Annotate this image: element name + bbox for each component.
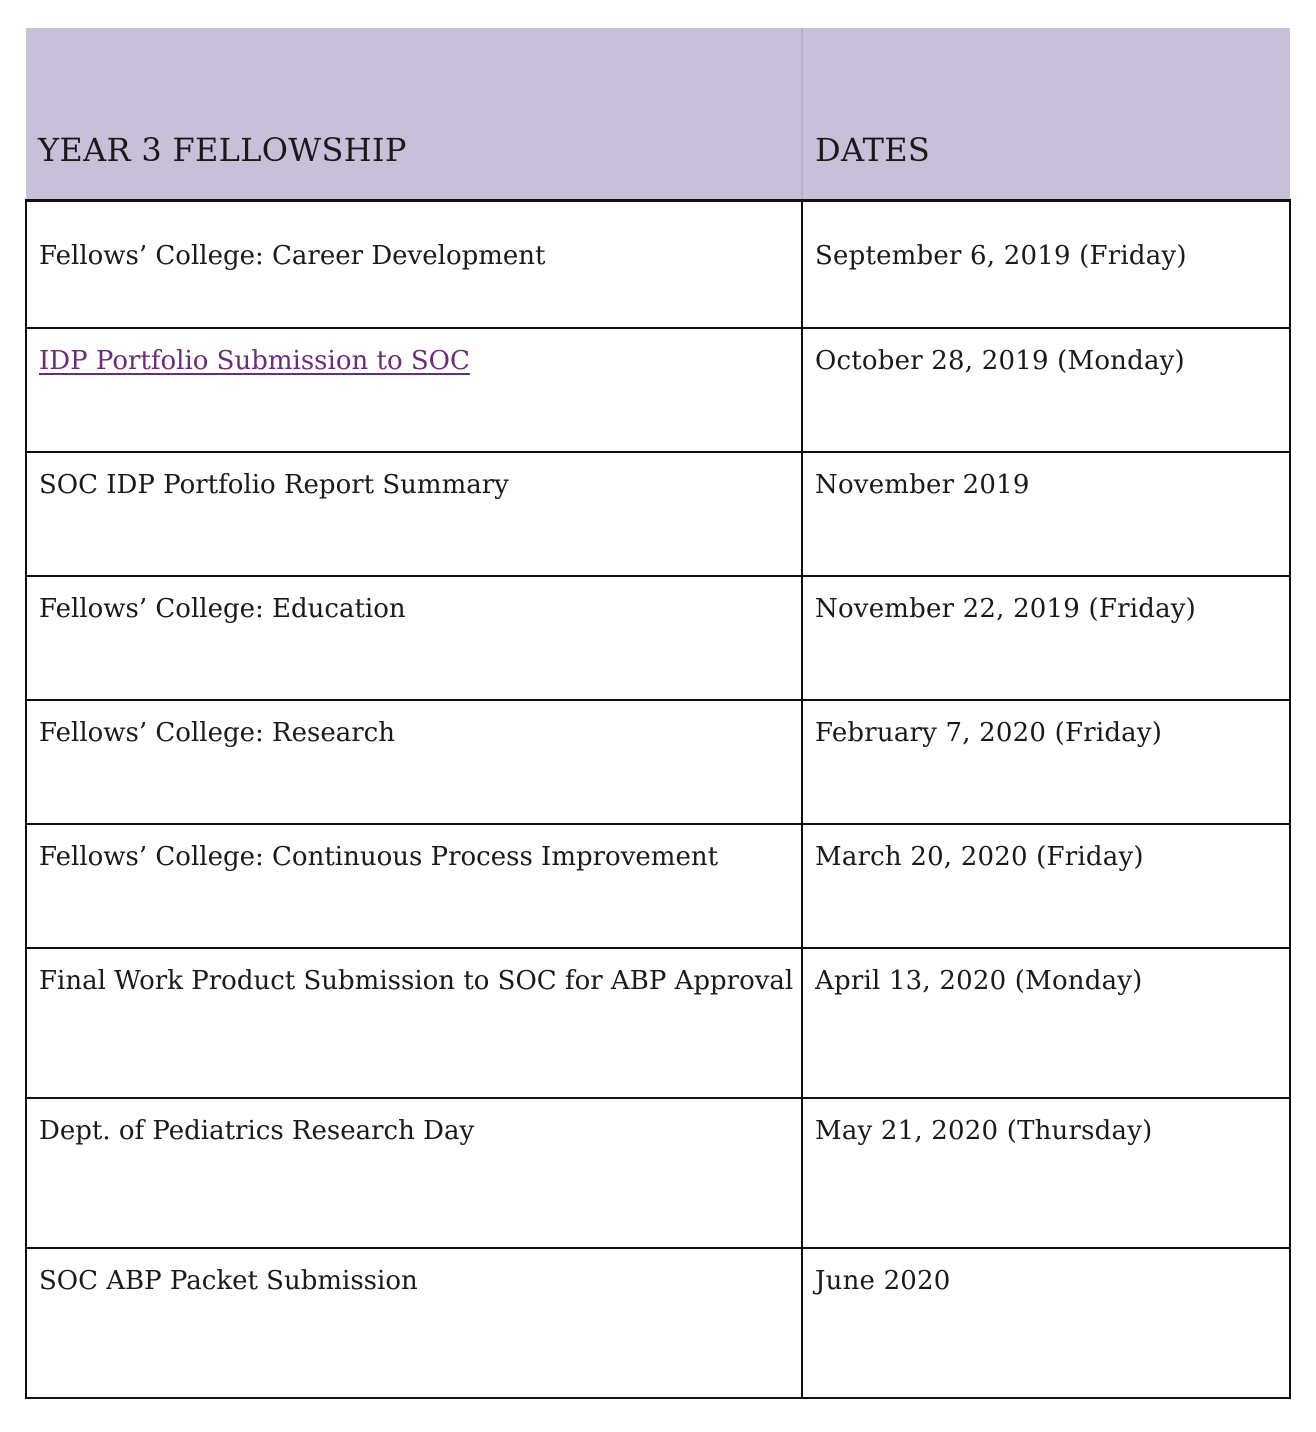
header-dates-column: DATES [802, 28, 1290, 200]
table-row [26, 1098, 1290, 1248]
table-row [26, 200, 1290, 328]
table-row [26, 452, 1290, 576]
date-cell: October 28, 2019 (Monday) [802, 328, 1290, 452]
event-cell: Final Work Product Submission to SOC for ABP Approval [26, 948, 802, 1098]
table-row [26, 576, 1290, 700]
date-cell: November 22, 2019 (Friday) [802, 576, 1290, 700]
date-cell: April 13, 2020 (Monday) [802, 948, 1290, 1098]
event-cell: Fellows’ College: Education [26, 576, 802, 700]
table-row [26, 824, 1290, 948]
date-cell: February 7, 2020 (Friday) [802, 700, 1290, 824]
event-cell: Dept. of Pediatrics Research Day [26, 1098, 802, 1248]
event-cell: SOC IDP Portfolio Report Summary [26, 452, 802, 576]
idp-portfolio-submission-link[interactable]: IDP Portfolio Submission to SOC [39, 346, 470, 376]
event-cell: SOC ABP Packet Submission [26, 1248, 802, 1398]
date-cell: November 2019 [802, 452, 1290, 576]
table-row [26, 1248, 1290, 1398]
event-cell [26, 328, 802, 452]
fellowship-schedule-table [25, 28, 1291, 1399]
table-body [26, 200, 1290, 1398]
event-cell: Fellows’ College: Research [26, 700, 802, 824]
header-event-column: YEAR 3 FELLOWSHIP [26, 28, 802, 200]
event-cell: Fellows’ College: Career Development [26, 200, 802, 328]
table-row [26, 328, 1290, 452]
date-cell: May 21, 2020 (Thursday) [802, 1098, 1290, 1248]
table-row [26, 948, 1290, 1098]
date-cell: September 6, 2019 (Friday) [802, 200, 1290, 328]
date-cell: June 2020 [802, 1248, 1290, 1398]
date-cell: March 20, 2020 (Friday) [802, 824, 1290, 948]
event-cell: Fellows’ College: Continuous Process Improvement [26, 824, 802, 948]
header-row [26, 28, 1290, 200]
table-row [26, 700, 1290, 824]
table-header [26, 28, 1290, 200]
